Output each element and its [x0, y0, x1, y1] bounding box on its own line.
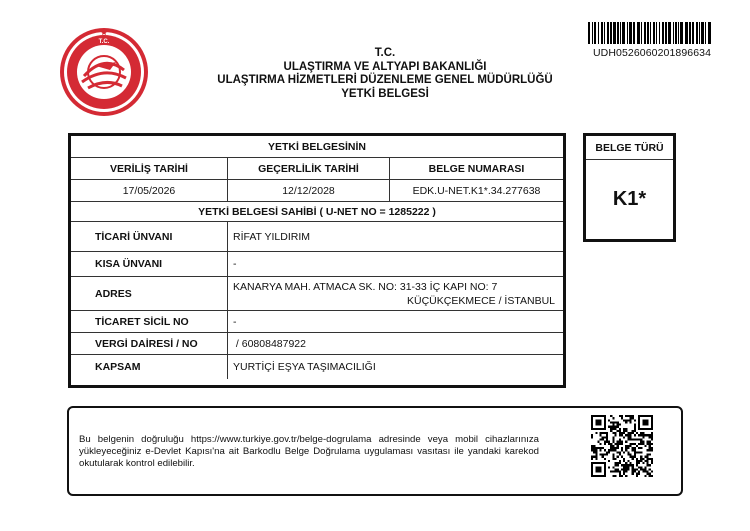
barcode-image [588, 22, 712, 44]
header-directorate: ULAŞTIRMA HİZMETLERİ DÜZENLEME GENEL MÜDÜRLÜĞÜ [217, 74, 553, 86]
field-value: / 60808487922 [233, 337, 306, 350]
field-value: RİFAT YILDIRIM [233, 231, 311, 243]
field-row-tax-office [71, 333, 563, 355]
document-type-value: K1* [612, 188, 647, 210]
section-title-row [71, 136, 563, 158]
svg-text:T.C.: T.C. [98, 39, 110, 45]
field-value: - [233, 315, 237, 328]
field-value: - [233, 258, 237, 270]
header-ministry: ULAŞTIRMA VE ALTYAPI BAKANLIĞI [283, 61, 487, 73]
column-header-row [71, 158, 563, 180]
field-label: TİCARET SİCİL NO [95, 315, 189, 328]
field-label: TİCARİ ÜNVANI [95, 230, 173, 243]
field-row-trade-registry [71, 311, 563, 333]
section-title: YETKİ BELGESİNİN [267, 140, 366, 153]
field-row-address [71, 277, 563, 311]
address-value [233, 280, 555, 308]
qr-code-icon[interactable] [591, 415, 653, 477]
holder-title-row [71, 202, 563, 222]
certificate-table [68, 133, 566, 388]
validity-date-value: 12/12/2028 [282, 184, 335, 197]
header-line-tc: T.C. [374, 47, 396, 59]
ministry-seal-logo [58, 26, 150, 118]
field-row-short-name [71, 252, 563, 277]
field-label: KAPSAM [95, 361, 141, 373]
issue-date-value: 17/05/2026 [122, 184, 176, 197]
barcode-number: UDH0526060201896634 [592, 47, 712, 59]
values-row [71, 180, 563, 202]
document-type-label: BELGE TÜRÜ [586, 136, 673, 160]
field-label: ADRES [95, 287, 132, 300]
document-type-box [583, 133, 676, 242]
field-label: KISA ÜNVANI [95, 258, 163, 270]
column-document-number: BELGE NUMARASI [428, 162, 525, 175]
field-row-trade-name [71, 222, 563, 252]
column-validity-date: GEÇERLİLİK TARİHİ [258, 162, 359, 175]
address-line-2: KÜÇÜKÇEKMECE / İSTANBUL [407, 295, 555, 307]
column-issue-date: VERİLİŞ TARİHİ [110, 162, 188, 175]
address-line-1: KANARYA MAH. ATMACA SK. NO: 31-33 İÇ KAPI NO: 7 [233, 281, 498, 293]
verification-text: Bu belgenin doğruluğu https://www.turkiye.gov.tr/belge-dogrulama adresinde veya mobil cihazlarınıza yükleyeceğiniz e-Devlet Kapısı'na ait Barkodlu Belge Doğrulama uygulaması vasıtası ile yandaki karekod okutularak kontrol edilebilir. [79, 434, 539, 469]
field-label: VERGİ DAİRESİ / NO [95, 337, 198, 350]
field-row-scope [71, 355, 563, 379]
holder-title: YETKİ BELGESİ SAHİBİ ( U-NET NO = 1285222 ) [198, 205, 436, 218]
field-value: YURTİÇİ EŞYA TAŞIMACILIĞI [233, 361, 376, 373]
header-document-title: YETKİ BELGESİ [341, 88, 429, 100]
verification-box [67, 406, 683, 496]
document-number-value: EDK.U-NET.K1*.34.277638 [412, 184, 541, 197]
